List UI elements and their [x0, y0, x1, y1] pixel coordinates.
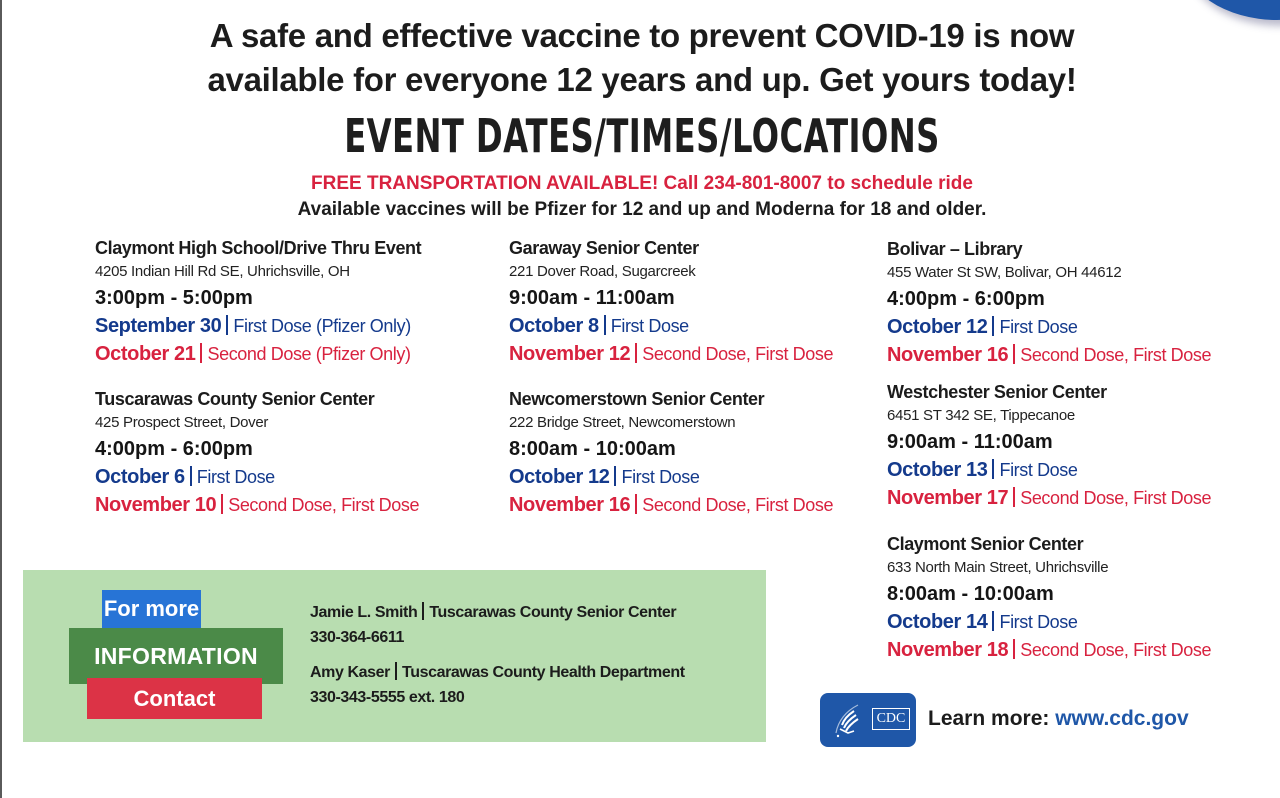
second-dose-label: Second Dose, First Dose [642, 344, 834, 364]
divider [395, 662, 397, 680]
event-westchester-senior-center [887, 380, 1267, 512]
first-dose-label: First Dose [621, 467, 700, 487]
second-dose-date: November 10 [95, 494, 217, 516]
contact-phone: 330-364-6611 [310, 629, 404, 646]
second-dose-line [887, 636, 1267, 664]
event-name: Tuscarawas County Senior Center [95, 389, 375, 409]
first-dose-line [509, 463, 889, 491]
contact-amy-kaser [310, 660, 685, 710]
second-dose-label: Second Dose, First Dose [228, 495, 420, 515]
second-dose-line [95, 491, 475, 519]
event-name: Westchester Senior Center [887, 382, 1107, 402]
second-dose-date: November 16 [887, 344, 1009, 366]
divider [604, 315, 606, 335]
first-dose-date: October 6 [95, 466, 185, 488]
headline-line-1: A safe and effective vaccine to prevent COVID-19 is now [209, 17, 1075, 54]
event-newcomerstown-senior-center [509, 387, 889, 519]
divider [635, 494, 637, 514]
event-time: 9:00am - 11:00am [887, 431, 1053, 453]
event-garaway-senior-center [509, 236, 889, 368]
event-bolivar-library [887, 237, 1267, 369]
cdc-website-link[interactable]: www.cdc.gov [1055, 707, 1189, 730]
divider [992, 316, 994, 336]
second-dose-line [887, 341, 1267, 369]
contact-name: Amy Kaser [310, 664, 391, 681]
badge-contact: Contact [87, 678, 262, 719]
contact-org: Tuscarawas County Senior Center [429, 604, 677, 621]
divider [1013, 639, 1015, 659]
event-address: 222 Bridge Street, Newcomerstown [509, 414, 736, 431]
divider [992, 459, 994, 479]
divider [635, 343, 637, 363]
first-dose-label: First Dose [999, 460, 1078, 480]
second-dose-date: October 21 [95, 343, 196, 365]
event-time: 9:00am - 11:00am [509, 287, 675, 309]
contact-phone: 330-343-5555 ext. 180 [310, 689, 465, 706]
first-dose-date: September 30 [95, 315, 222, 337]
first-dose-date: October 14 [887, 611, 988, 633]
second-dose-label: Second Dose, First Dose [1020, 345, 1212, 365]
cdc-logo [820, 693, 916, 747]
contact-org: Tuscarawas County Health Department [402, 664, 685, 681]
divider [226, 315, 228, 335]
first-dose-line [95, 463, 475, 491]
second-dose-line [509, 491, 889, 519]
event-claymont-senior-center [887, 532, 1267, 664]
second-dose-label: Second Dose, First Dose [642, 495, 834, 515]
event-address: 6451 ST 342 SE, Tippecanoe [887, 407, 1075, 424]
first-dose-line [887, 313, 1267, 341]
event-name: Garaway Senior Center [509, 238, 699, 258]
section-title: EVENT DATES/TIMES/LOCATIONS [344, 109, 940, 163]
divider [221, 494, 223, 514]
second-dose-label: Second Dose, First Dose [1020, 488, 1212, 508]
event-time: 4:00pm - 6:00pm [95, 438, 253, 460]
divider [992, 611, 994, 631]
divider [1013, 487, 1015, 507]
contact-info-panel [23, 570, 766, 742]
divider [422, 602, 424, 620]
second-dose-line [509, 340, 889, 368]
first-dose-label: First Dose [196, 467, 275, 487]
first-dose-line [887, 456, 1267, 484]
event-time: 3:00pm - 5:00pm [95, 287, 253, 309]
cdc-logo-text: CDC [872, 708, 910, 730]
first-dose-date: October 12 [887, 316, 988, 338]
event-name: Newcomerstown Senior Center [509, 389, 765, 409]
event-address: 633 North Main Street, Uhrichsville [887, 559, 1109, 576]
second-dose-date: November 17 [887, 487, 1009, 509]
second-dose-date: November 16 [509, 494, 631, 516]
event-name: Bolivar – Library [887, 239, 1023, 259]
event-address: 4205 Indian Hill Rd SE, Uhrichsville, OH [95, 263, 350, 280]
vaccines-note: Available vaccines will be Pfizer for 12 and up and Moderna for 18 and older. [297, 199, 987, 220]
first-dose-label: First Dose (Pfizer Only) [233, 316, 411, 336]
divider [614, 466, 616, 486]
transportation-notice: FREE TRANSPORTATION AVAILABLE! Call 234-801-8007 to schedule ride [311, 173, 973, 194]
first-dose-label: First Dose [610, 316, 689, 336]
event-address: 455 Water St SW, Bolivar, OH 44612 [887, 264, 1122, 281]
event-time: 4:00pm - 6:00pm [887, 288, 1045, 310]
headline [2, 14, 1280, 102]
contact-name: Jamie L. Smith [310, 604, 418, 621]
event-time: 8:00am - 10:00am [887, 583, 1054, 605]
first-dose-label: First Dose [999, 317, 1078, 337]
first-dose-line [95, 312, 475, 340]
divider [190, 466, 192, 486]
first-dose-date: October 8 [509, 315, 599, 337]
contact-list [310, 600, 685, 720]
divider [200, 343, 202, 363]
event-name: Claymont High School/Drive Thru Event [95, 238, 422, 258]
badge-information: INFORMATION [69, 628, 283, 684]
second-dose-label: Second Dose, First Dose [1020, 640, 1212, 660]
first-dose-line [887, 608, 1267, 636]
event-address: 425 Prospect Street, Dover [95, 414, 269, 431]
first-dose-line [509, 312, 889, 340]
learn-more [928, 704, 1189, 734]
first-dose-date: October 12 [509, 466, 610, 488]
second-dose-line [887, 484, 1267, 512]
headline-line-2: available for everyone 12 years and up. Get yours today! [207, 61, 1077, 98]
second-dose-line [95, 340, 475, 368]
event-name: Claymont Senior Center [887, 534, 1084, 554]
event-address: 221 Dover Road, Sugarcreek [509, 263, 696, 280]
hhs-eagle-icon [828, 701, 864, 739]
second-dose-date: November 18 [887, 639, 1009, 661]
event-claymont-high-school [95, 236, 475, 368]
badge-for-more: For more [102, 590, 201, 628]
event-time: 8:00am - 10:00am [509, 438, 676, 460]
first-dose-date: October 13 [887, 459, 988, 481]
event-tuscarawas-senior-center [95, 387, 475, 519]
second-dose-date: November 12 [509, 343, 631, 365]
first-dose-label: First Dose [999, 612, 1078, 632]
second-dose-label: Second Dose (Pfizer Only) [207, 344, 411, 364]
contact-jamie-smith [310, 600, 685, 650]
divider [1013, 344, 1015, 364]
learn-more-label: Learn more: [928, 707, 1050, 730]
